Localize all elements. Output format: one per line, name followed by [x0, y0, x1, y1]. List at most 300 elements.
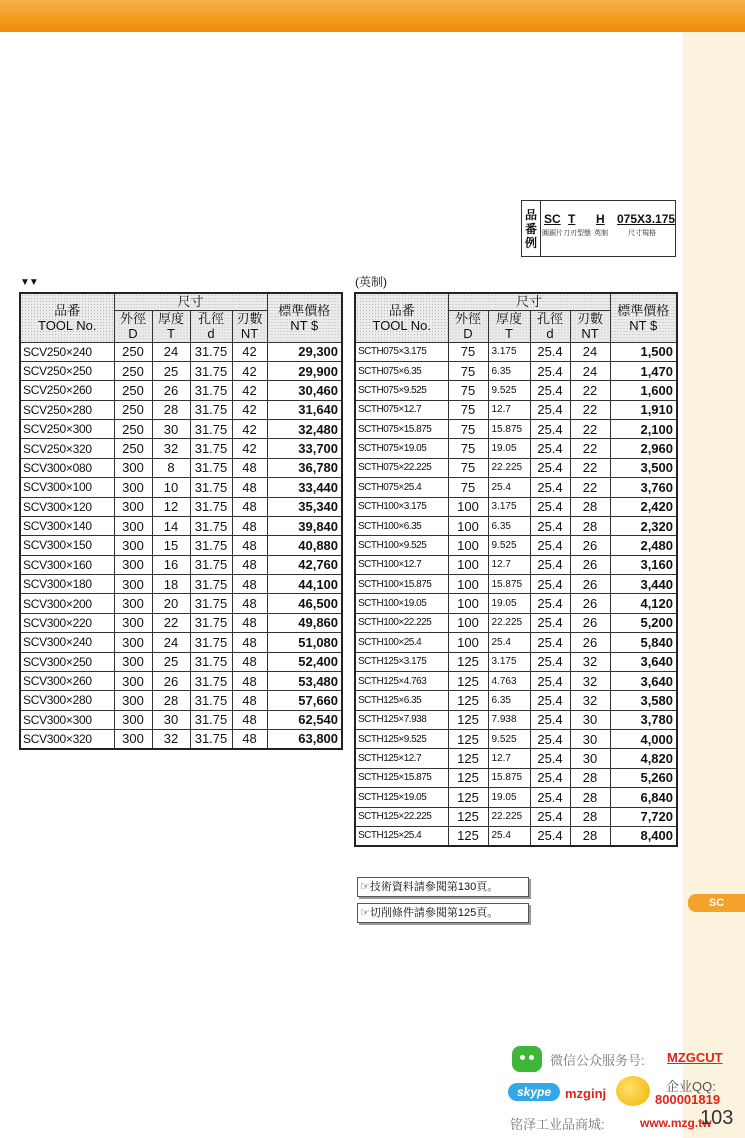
part-code-cell: SCTH100×6.35 — [355, 516, 448, 535]
part-code-cell: SCTH125×19.05 — [355, 788, 448, 807]
tech-data-note[interactable]: ☞技術資料請參閱第130頁。 — [357, 877, 529, 897]
bore-cell: 25.4 — [530, 826, 570, 845]
part-code-cell: SCTH100×15.875 — [355, 575, 448, 594]
price-cell: 44,100 — [267, 575, 342, 594]
bore-cell: 31.75 — [190, 400, 232, 419]
part-code-cell: SCV250×240 — [20, 342, 114, 361]
outer-diameter-cell: 250 — [114, 400, 152, 419]
outer-diameter-cell: 100 — [448, 594, 488, 613]
bore-cell: 25.4 — [530, 555, 570, 574]
part-number-example — [521, 200, 676, 257]
teeth-cell: 48 — [232, 671, 267, 690]
thickness-cell: 25.4 — [488, 826, 530, 845]
bore-cell: 25.4 — [530, 516, 570, 535]
table-row — [20, 497, 342, 516]
thickness-cell: 28 — [152, 691, 190, 710]
bore-cell: 31.75 — [190, 730, 232, 749]
table-row — [355, 652, 677, 671]
price-cell: 2,420 — [610, 497, 677, 516]
thickness-cell: 12 — [152, 497, 190, 516]
price-cell: 35,340 — [267, 497, 342, 516]
part-code-cell: SCTH125×4.763 — [355, 671, 448, 690]
price-cell: 2,320 — [610, 516, 677, 535]
table-row — [20, 633, 342, 652]
outer-diameter-cell: 250 — [114, 381, 152, 400]
bore-cell: 25.4 — [530, 420, 570, 439]
price-cell: 33,440 — [267, 478, 342, 497]
price-cell: 5,840 — [610, 633, 677, 652]
teeth-cell: 26 — [570, 575, 610, 594]
thickness-cell: 6.35 — [488, 691, 530, 710]
header-part: 品番 TOOL No. — [355, 293, 448, 342]
table-row — [355, 400, 677, 419]
teeth-cell: 48 — [232, 575, 267, 594]
part-code-cell: SCTH125×9.525 — [355, 730, 448, 749]
thickness-cell: 9.525 — [488, 536, 530, 555]
teeth-cell: 42 — [232, 420, 267, 439]
bore-cell: 31.75 — [190, 478, 232, 497]
scv-price-table — [19, 292, 343, 750]
thickness-cell: 15.875 — [488, 420, 530, 439]
teeth-cell: 48 — [232, 730, 267, 749]
part-code-cell: SCTH125×22.225 — [355, 807, 448, 826]
teeth-cell: 26 — [570, 555, 610, 574]
header-size: 尺寸 — [114, 293, 267, 310]
thickness-cell: 28 — [152, 400, 190, 419]
teeth-cell: 22 — [570, 478, 610, 497]
price-cell: 29,300 — [267, 342, 342, 361]
price-cell: 30,460 — [267, 381, 342, 400]
teeth-cell: 48 — [232, 652, 267, 671]
price-cell: 4,000 — [610, 730, 677, 749]
table-row — [355, 361, 677, 380]
thickness-cell: 19.05 — [488, 439, 530, 458]
price-cell: 46,500 — [267, 594, 342, 613]
thickness-cell: 12.7 — [488, 400, 530, 419]
table-row — [355, 730, 677, 749]
qq-icon — [616, 1076, 650, 1106]
thickness-cell: 30 — [152, 420, 190, 439]
thickness-cell: 24 — [152, 633, 190, 652]
part-code-cell: SCV300×300 — [20, 710, 114, 729]
bore-cell: 31.75 — [190, 555, 232, 574]
bore-cell: 31.75 — [190, 361, 232, 380]
thickness-cell: 22.225 — [488, 807, 530, 826]
price-cell: 3,440 — [610, 575, 677, 594]
teeth-cell: 48 — [232, 633, 267, 652]
price-cell: 52,400 — [267, 652, 342, 671]
header-teeth: 刃數 NT — [570, 310, 610, 342]
bore-cell: 31.75 — [190, 710, 232, 729]
thickness-cell: 15.875 — [488, 575, 530, 594]
bore-cell: 31.75 — [190, 342, 232, 361]
bore-cell: 31.75 — [190, 536, 232, 555]
outer-diameter-cell: 100 — [448, 633, 488, 652]
teeth-cell: 28 — [570, 516, 610, 535]
teeth-cell: 48 — [232, 594, 267, 613]
part-code-cell: SCTH075×22.225 — [355, 458, 448, 477]
outer-diameter-cell: 250 — [114, 439, 152, 458]
outer-diameter-cell: 250 — [114, 342, 152, 361]
thickness-cell: 25.4 — [488, 478, 530, 497]
bore-cell: 25.4 — [530, 400, 570, 419]
thickness-cell: 22.225 — [488, 613, 530, 632]
teeth-cell: 28 — [570, 497, 610, 516]
outer-diameter-cell: 125 — [448, 671, 488, 690]
header-od: 外徑 D — [448, 310, 488, 342]
outer-diameter-cell: 100 — [448, 575, 488, 594]
bore-cell: 25.4 — [530, 439, 570, 458]
part-code-cell: SCTH125×3.175 — [355, 652, 448, 671]
thickness-cell: 12.7 — [488, 555, 530, 574]
bore-cell: 31.75 — [190, 633, 232, 652]
outer-diameter-cell: 250 — [114, 361, 152, 380]
table-row — [355, 536, 677, 555]
bore-cell: 25.4 — [530, 633, 570, 652]
wechat-icon — [512, 1046, 542, 1072]
bore-cell: 31.75 — [190, 439, 232, 458]
bore-cell: 31.75 — [190, 671, 232, 690]
outer-diameter-cell: 100 — [448, 536, 488, 555]
table-row — [20, 420, 342, 439]
skype-icon: skype — [508, 1083, 560, 1101]
teeth-cell: 48 — [232, 691, 267, 710]
price-cell: 3,760 — [610, 478, 677, 497]
thickness-cell: 15.875 — [488, 768, 530, 787]
price-cell: 3,500 — [610, 458, 677, 477]
teeth-cell: 32 — [570, 691, 610, 710]
thickness-cell: 6.35 — [488, 361, 530, 380]
teeth-cell: 48 — [232, 516, 267, 535]
table-row — [355, 671, 677, 690]
part-code-cell: SCTH100×22.225 — [355, 613, 448, 632]
cutting-conditions-note[interactable]: ☞切削條件請參閱第125頁。 — [357, 903, 529, 923]
code-series: SC — [544, 212, 561, 226]
teeth-cell: 42 — [232, 439, 267, 458]
thickness-cell: 8 — [152, 458, 190, 477]
part-code-cell: SCV250×300 — [20, 420, 114, 439]
teeth-cell: 26 — [570, 633, 610, 652]
outer-diameter-cell: 300 — [114, 691, 152, 710]
table-row — [355, 691, 677, 710]
skype-id[interactable]: mzginj — [565, 1086, 607, 1101]
thickness-cell: 16 — [152, 555, 190, 574]
price-cell: 42,760 — [267, 555, 342, 574]
table-row — [20, 342, 342, 361]
price-cell: 33,700 — [267, 439, 342, 458]
outer-diameter-cell: 300 — [114, 497, 152, 516]
thickness-cell: 3.175 — [488, 342, 530, 361]
outer-diameter-cell: 125 — [448, 730, 488, 749]
section-tab[interactable]: SC — [688, 894, 745, 912]
bore-cell: 31.75 — [190, 691, 232, 710]
thickness-cell: 32 — [152, 730, 190, 749]
header-od: 外徑 D — [114, 310, 152, 342]
bore-cell: 31.75 — [190, 594, 232, 613]
outer-diameter-cell: 125 — [448, 691, 488, 710]
header-price: 標準價格 NT $ — [610, 293, 677, 342]
teeth-cell: 48 — [232, 458, 267, 477]
part-code-cell: SCV300×140 — [20, 516, 114, 535]
qq-label: 企业QQ: — [666, 1079, 716, 1094]
table-row — [20, 652, 342, 671]
table-row — [355, 768, 677, 787]
part-code-cell: SCTH100×19.05 — [355, 594, 448, 613]
store-url[interactable]: www.mzg.tw — [640, 1116, 712, 1130]
table-row — [20, 691, 342, 710]
teeth-cell: 28 — [570, 826, 610, 845]
table-row — [20, 516, 342, 535]
part-code-cell: SCTH125×25.4 — [355, 826, 448, 845]
part-code-cell: SCV300×160 — [20, 555, 114, 574]
teeth-cell: 28 — [570, 788, 610, 807]
teeth-cell: 26 — [570, 613, 610, 632]
price-cell: 1,910 — [610, 400, 677, 419]
caption-type: 刀刃型態 — [563, 230, 591, 237]
part-code-cell: SCV300×180 — [20, 575, 114, 594]
table-row — [20, 400, 342, 419]
outer-diameter-cell: 75 — [448, 381, 488, 400]
price-cell: 3,640 — [610, 671, 677, 690]
teeth-cell: 22 — [570, 420, 610, 439]
price-cell: 2,100 — [610, 420, 677, 439]
bore-cell: 25.4 — [530, 361, 570, 380]
bore-cell: 31.75 — [190, 575, 232, 594]
table-row — [20, 710, 342, 729]
thickness-cell: 18 — [152, 575, 190, 594]
thickness-cell: 9.525 — [488, 381, 530, 400]
part-code-cell: SCV300×150 — [20, 536, 114, 555]
bore-cell: 25.4 — [530, 613, 570, 632]
teeth-cell: 48 — [232, 478, 267, 497]
teeth-cell: 48 — [232, 555, 267, 574]
price-cell: 2,960 — [610, 439, 677, 458]
table-row — [355, 749, 677, 768]
price-cell: 31,640 — [267, 400, 342, 419]
thickness-cell: 25 — [152, 652, 190, 671]
part-code-cell: SCV300×280 — [20, 691, 114, 710]
table-row — [20, 458, 342, 477]
part-code-cell: SCTH075×12.7 — [355, 400, 448, 419]
teeth-cell: 32 — [570, 671, 610, 690]
bore-cell: 25.4 — [530, 381, 570, 400]
part-code-cell: SCV250×280 — [20, 400, 114, 419]
part-code-cell: SCV250×260 — [20, 381, 114, 400]
outer-diameter-cell: 100 — [448, 555, 488, 574]
price-cell: 51,080 — [267, 633, 342, 652]
price-cell: 32,480 — [267, 420, 342, 439]
teeth-cell: 42 — [232, 361, 267, 380]
bore-cell: 31.75 — [190, 420, 232, 439]
part-code-cell: SCTH075×25.4 — [355, 478, 448, 497]
outer-diameter-cell: 125 — [448, 749, 488, 768]
wechat-id[interactable]: MZGCUT — [667, 1050, 723, 1065]
header-teeth: 刃數 NT — [232, 310, 267, 342]
teeth-cell: 22 — [570, 381, 610, 400]
price-cell: 40,880 — [267, 536, 342, 555]
thickness-cell: 6.35 — [488, 516, 530, 535]
table-row — [20, 730, 342, 749]
outer-diameter-cell: 300 — [114, 575, 152, 594]
price-cell: 39,840 — [267, 516, 342, 535]
outer-diameter-cell: 75 — [448, 400, 488, 419]
header-bore: 孔徑 d — [190, 310, 232, 342]
part-code-cell: SCV300×240 — [20, 633, 114, 652]
code-type: T — [568, 212, 576, 226]
part-code-cell: SCTH075×15.875 — [355, 420, 448, 439]
header-thick: 厚度 T — [152, 310, 190, 342]
qq-number[interactable]: 800001819 — [655, 1092, 721, 1107]
outer-diameter-cell: 125 — [448, 652, 488, 671]
table-row — [20, 536, 342, 555]
outer-diameter-cell: 75 — [448, 342, 488, 361]
thickness-cell: 19.05 — [488, 594, 530, 613]
top-banner — [0, 0, 745, 32]
price-cell: 3,580 — [610, 691, 677, 710]
caption-unit: 英制 — [594, 230, 608, 237]
bore-cell: 31.75 — [190, 458, 232, 477]
price-cell: 4,820 — [610, 749, 677, 768]
outer-diameter-cell: 75 — [448, 439, 488, 458]
part-code-cell: SCV250×250 — [20, 361, 114, 380]
outer-diameter-cell: 300 — [114, 710, 152, 729]
thickness-cell: 25 — [152, 361, 190, 380]
part-code-cell: SCTH125×15.875 — [355, 768, 448, 787]
imperial-label: (英制) — [355, 275, 387, 289]
table-row — [355, 381, 677, 400]
outer-diameter-cell: 100 — [448, 613, 488, 632]
outer-diameter-cell: 125 — [448, 788, 488, 807]
outer-diameter-cell: 100 — [448, 497, 488, 516]
table-row — [20, 439, 342, 458]
bore-cell: 25.4 — [530, 749, 570, 768]
price-cell: 3,640 — [610, 652, 677, 671]
table-row — [355, 497, 677, 516]
part-code-cell: SCTH100×12.7 — [355, 555, 448, 574]
part-code-cell: SCV300×200 — [20, 594, 114, 613]
teeth-cell: 32 — [570, 652, 610, 671]
outer-diameter-cell: 300 — [114, 730, 152, 749]
price-cell: 49,860 — [267, 613, 342, 632]
thickness-cell: 22 — [152, 613, 190, 632]
outer-diameter-cell: 300 — [114, 516, 152, 535]
table-row — [355, 575, 677, 594]
table-row — [355, 516, 677, 535]
part-code-cell: SCTH075×19.05 — [355, 439, 448, 458]
bore-cell: 25.4 — [530, 478, 570, 497]
thickness-cell: 12.7 — [488, 749, 530, 768]
code-unit: H — [596, 212, 605, 226]
outer-diameter-cell: 125 — [448, 807, 488, 826]
thickness-cell: 15 — [152, 536, 190, 555]
outer-diameter-cell: 300 — [114, 458, 152, 477]
price-cell: 36,780 — [267, 458, 342, 477]
teeth-cell: 42 — [232, 400, 267, 419]
table-row — [355, 439, 677, 458]
price-cell: 8,400 — [610, 826, 677, 845]
scth-price-table — [354, 292, 678, 847]
teeth-cell: 42 — [232, 381, 267, 400]
bore-cell: 25.4 — [530, 691, 570, 710]
outer-diameter-cell: 300 — [114, 613, 152, 632]
outer-diameter-cell: 75 — [448, 478, 488, 497]
caption-size: 尺寸規格 — [628, 230, 656, 237]
part-code-cell: SCTH125×12.7 — [355, 749, 448, 768]
teeth-cell: 22 — [570, 458, 610, 477]
header-price: 標準價格 NT $ — [267, 293, 342, 342]
thickness-cell: 3.175 — [488, 652, 530, 671]
teeth-cell: 30 — [570, 749, 610, 768]
price-cell: 1,470 — [610, 361, 677, 380]
thickness-cell: 25.4 — [488, 633, 530, 652]
teeth-cell: 24 — [570, 342, 610, 361]
outer-diameter-cell: 100 — [448, 516, 488, 535]
teeth-cell: 26 — [570, 594, 610, 613]
thickness-cell: 14 — [152, 516, 190, 535]
table-row — [355, 458, 677, 477]
table-row — [355, 710, 677, 729]
header-size: 尺寸 — [448, 293, 610, 310]
part-code-cell: SCTH100×25.4 — [355, 633, 448, 652]
caption-series: 圓鋸片 — [542, 230, 563, 237]
code-size: 075X3.175 — [617, 212, 676, 226]
part-code-cell: SCTH125×7.938 — [355, 710, 448, 729]
price-cell: 5,260 — [610, 768, 677, 787]
part-code-cell: SCV300×100 — [20, 478, 114, 497]
table-row — [20, 555, 342, 574]
bore-cell: 25.4 — [530, 788, 570, 807]
price-cell: 53,480 — [267, 671, 342, 690]
price-cell: 1,500 — [610, 342, 677, 361]
page-number: 103 — [700, 1107, 734, 1129]
bore-cell: 31.75 — [190, 652, 232, 671]
outer-diameter-cell: 75 — [448, 458, 488, 477]
bore-cell: 25.4 — [530, 497, 570, 516]
bore-cell: 25.4 — [530, 342, 570, 361]
table-row — [20, 478, 342, 497]
table-row — [20, 361, 342, 380]
outer-diameter-cell: 300 — [114, 478, 152, 497]
table-row — [355, 594, 677, 613]
price-cell: 57,660 — [267, 691, 342, 710]
part-example-label: 品 番 例 — [522, 201, 541, 256]
table-row — [355, 826, 677, 845]
bore-cell: 25.4 — [530, 652, 570, 671]
teeth-cell: 22 — [570, 439, 610, 458]
header-thick: 厚度 T — [488, 310, 530, 342]
table-row — [355, 342, 677, 361]
bore-cell: 31.75 — [190, 497, 232, 516]
bore-cell: 25.4 — [530, 671, 570, 690]
outer-diameter-cell: 250 — [114, 420, 152, 439]
teeth-cell: 28 — [570, 807, 610, 826]
table-row — [20, 613, 342, 632]
header-bore: 孔徑 d — [530, 310, 570, 342]
table-row — [20, 381, 342, 400]
thickness-cell: 26 — [152, 381, 190, 400]
outer-diameter-cell: 300 — [114, 652, 152, 671]
outer-diameter-cell: 300 — [114, 555, 152, 574]
teeth-cell: 48 — [232, 613, 267, 632]
price-cell: 4,120 — [610, 594, 677, 613]
bore-cell: 25.4 — [530, 730, 570, 749]
part-code-cell: SCTH075×9.525 — [355, 381, 448, 400]
part-code-cell: SCTH075×6.35 — [355, 361, 448, 380]
outer-diameter-cell: 75 — [448, 420, 488, 439]
table-row — [20, 575, 342, 594]
teeth-cell: 30 — [570, 730, 610, 749]
outer-diameter-cell: 125 — [448, 710, 488, 729]
